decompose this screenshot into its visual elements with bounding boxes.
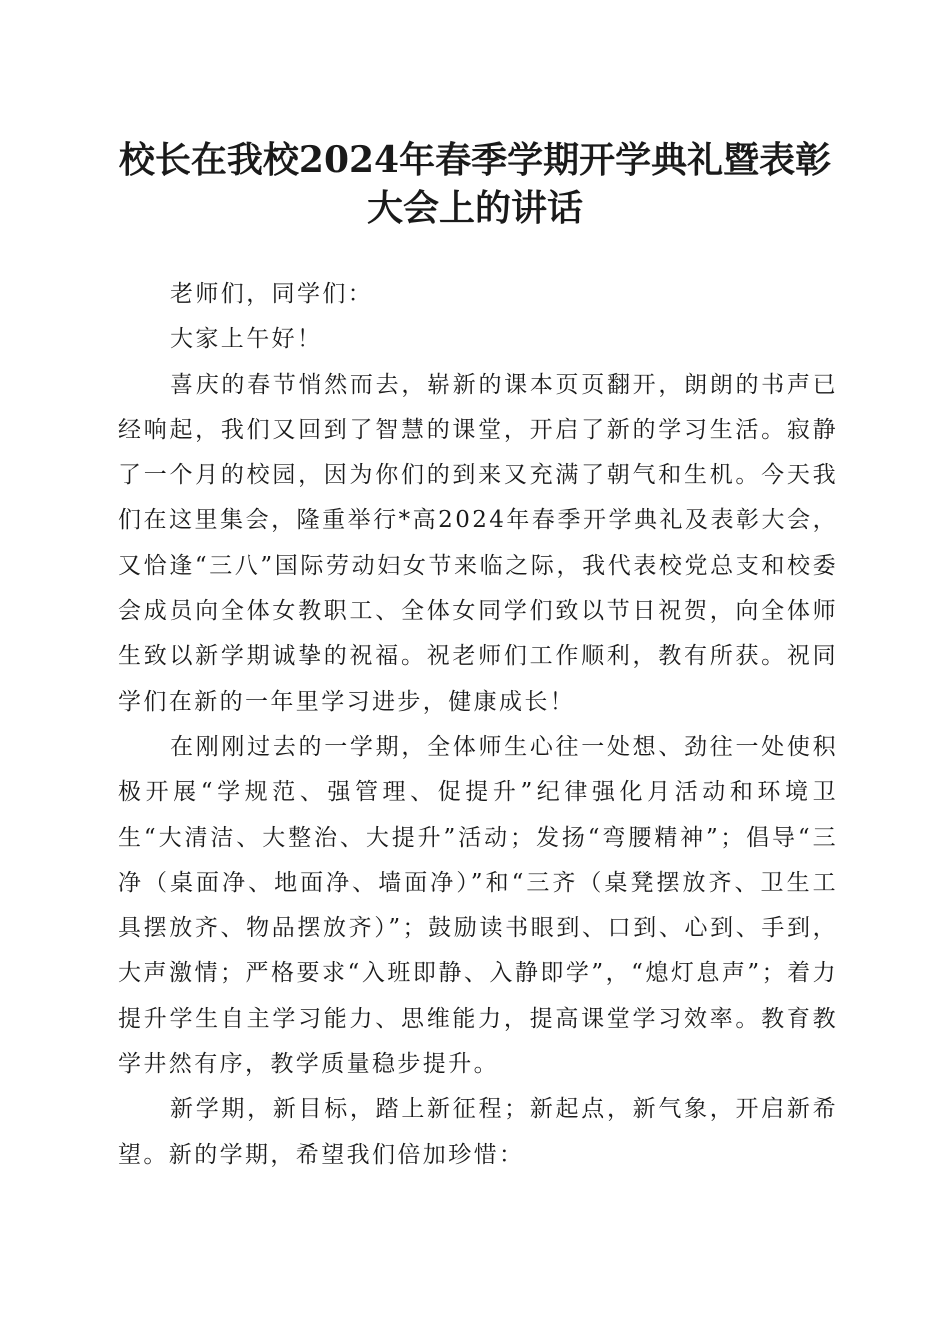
paragraph: 新学期，新目标，踏上新征程；新起点，新气象，开启新希望。新的学期，希望我们倍加珍惜： [118, 1096, 838, 1168]
salutation: 老师们，同学们： [170, 281, 374, 307]
paragraph: 在刚刚过去的一学期，全体师生心往一处想、劲往一处使积极开展“学规范、强管理、促提升”纪律强化月活动和环境卫生“大清洁、大整治、大提升”活动；发扬“弯腰精神”；倡导“三净（桌面净、地面净、墙面净）”和“三齐（桌凳摆放齐、卫生工具摆放齐、物品摆放齐）”；鼓励读书眼到、口到、心到、手到，大声激情；严格要求“入班即静、入静即学”，“熄灯息声”；着力提升学生自主学习能力、思维能力，提高课堂学习效率。教育教学井然有序，教学质量稳步提升。 [118, 733, 838, 1078]
greeting: 大家上午好！ [170, 326, 323, 353]
document-title-line-2: 大会上的讲话 [366, 187, 583, 229]
document-title-line-1: 校长在我校2024年春季学期开学典礼暨表彰 [118, 139, 832, 181]
document-body [118, 272, 838, 1178]
paragraph: 喜庆的春节悄然而去，崭新的课本页页翻开，朗朗的书声已经响起，我们又回到了智慧的课堂，开启了新的学习生活。寂静了一个月的校园，因为你们的到来又充满了朝气和生机。今天我们在这里集会，隆重举行*高2024年春季开学典礼及表彰大会，又恰逢“三八”国际劳动妇女节来临之际，我代表校党总支和校委会成员向全体女教职工、全体女同学们致以节日祝贺，向全体师生致以新学期诚挚的祝福。祝老师们工作顺利，教有所获。祝同学们在新的一年里学习进步，健康成长！ [118, 371, 838, 715]
